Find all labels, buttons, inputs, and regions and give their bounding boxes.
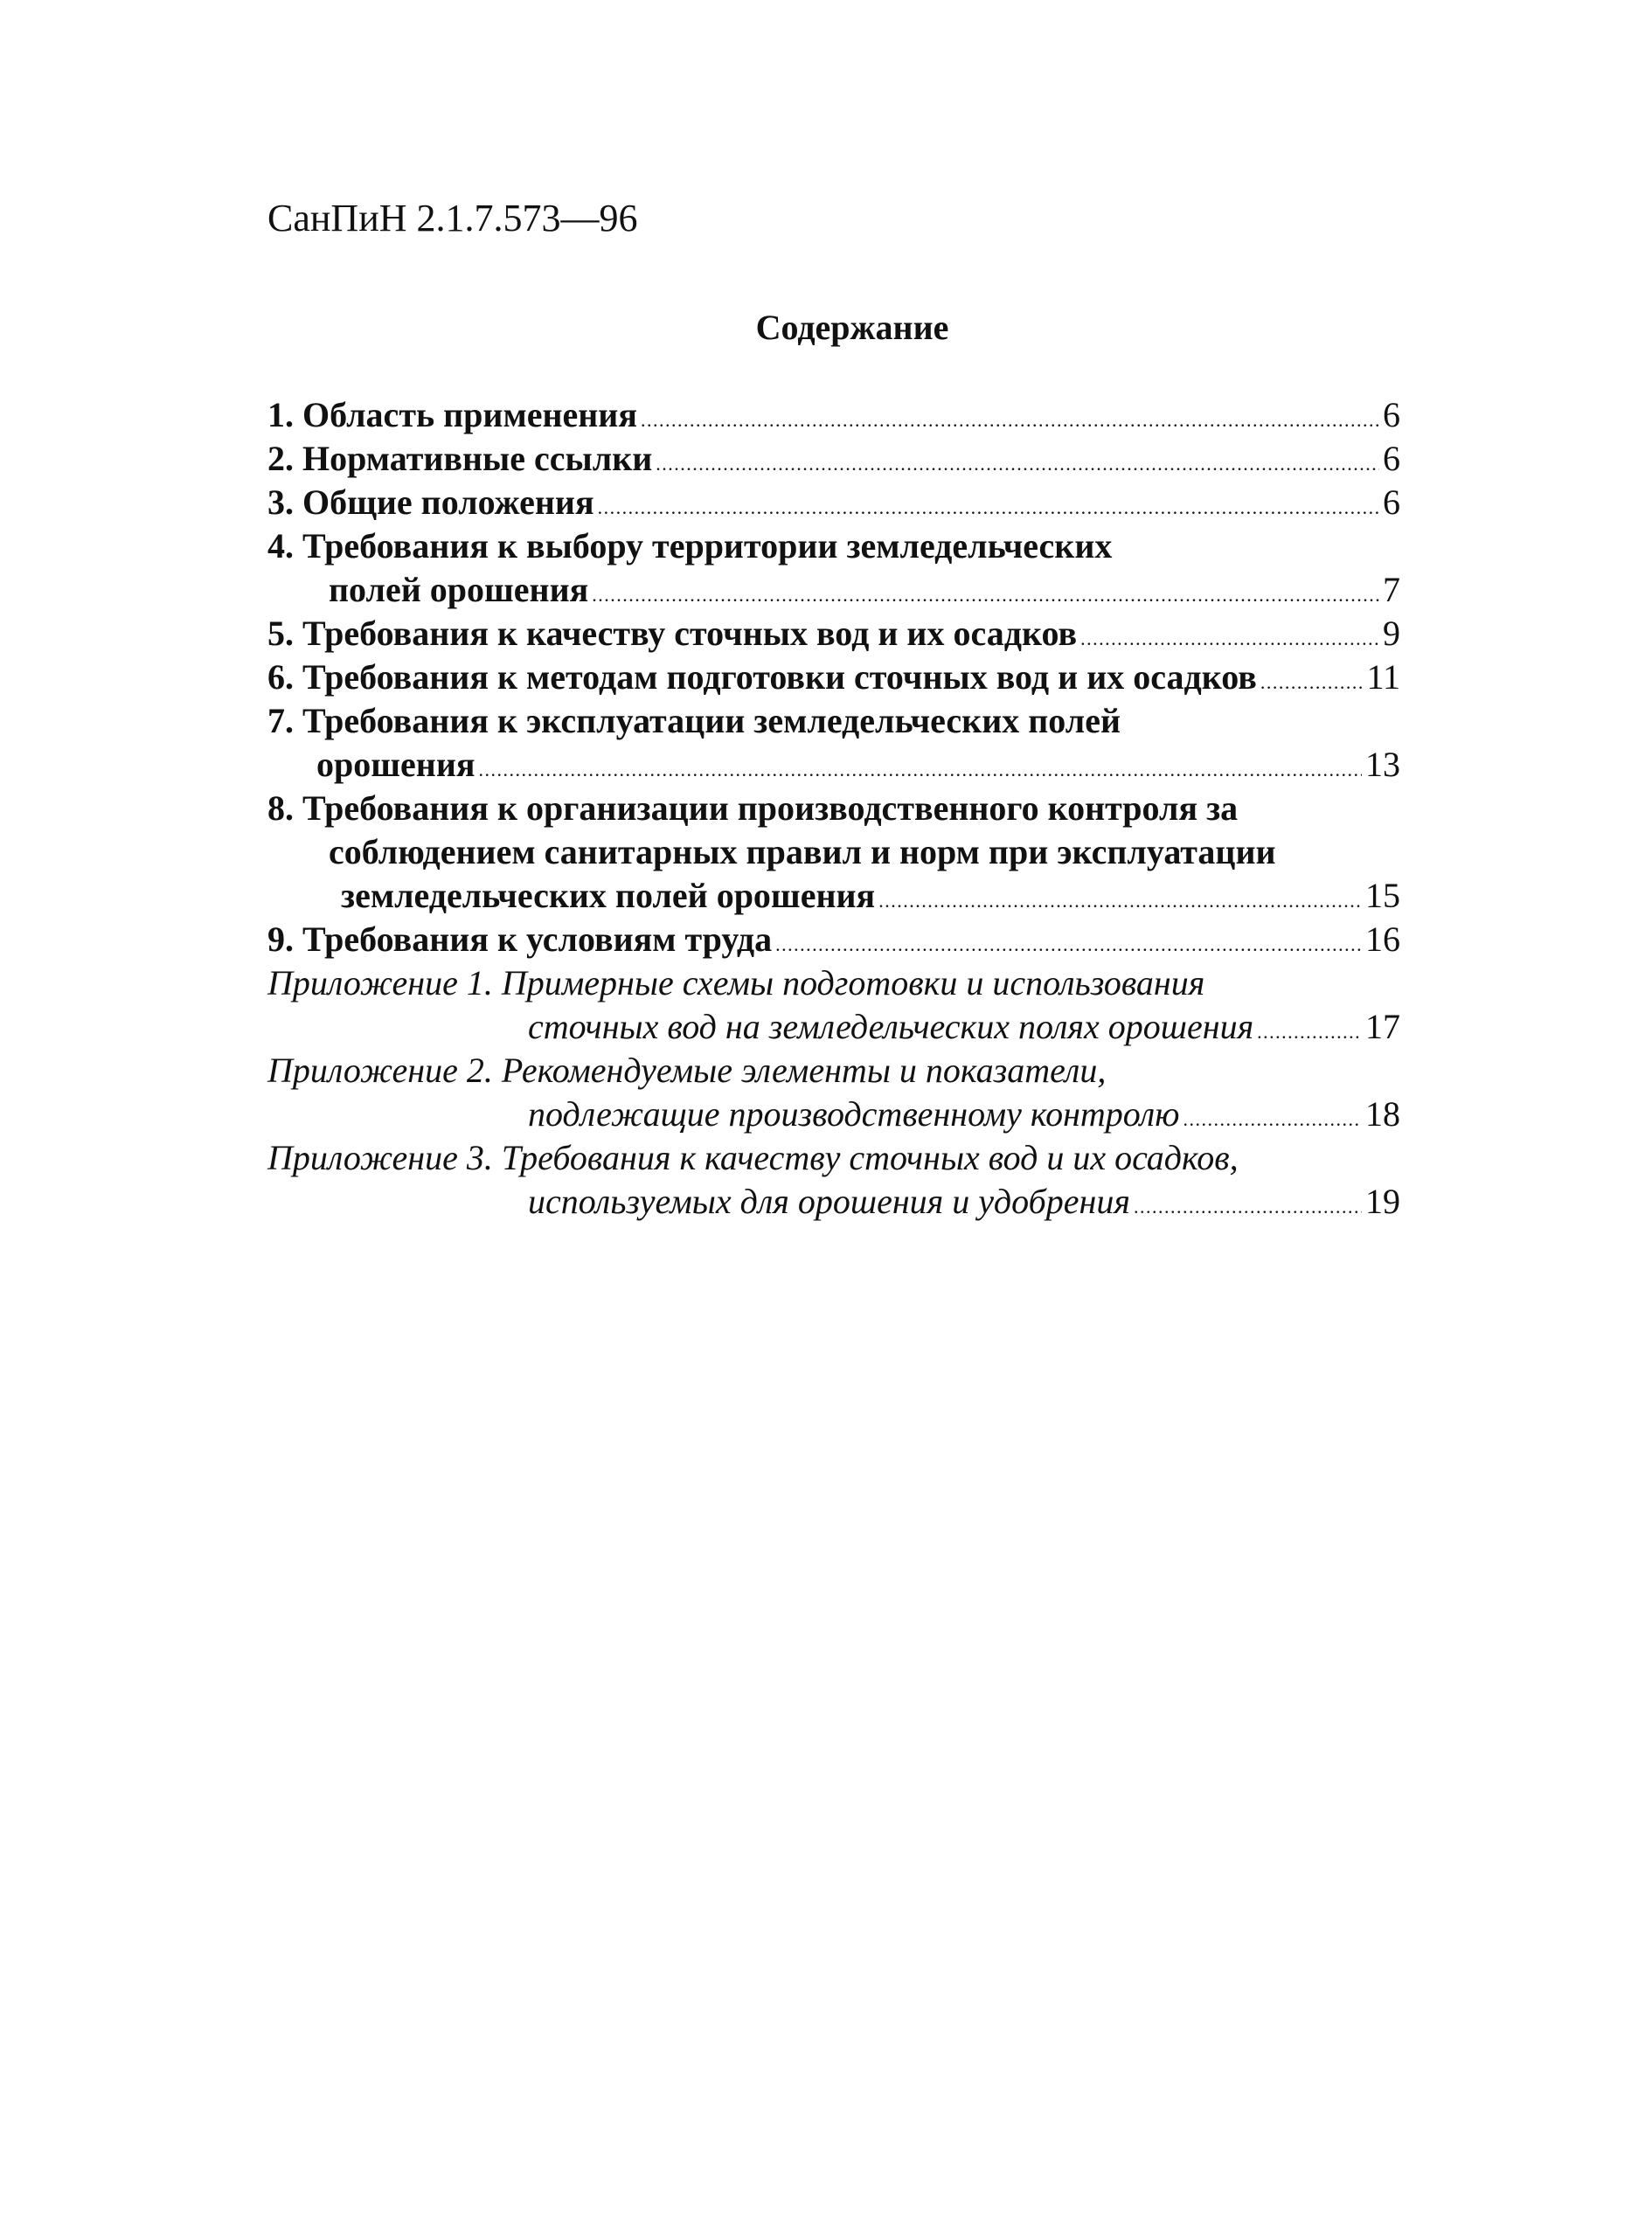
toc-entry-text: Приложение 1. Примерные схемы подготовки и использования (267, 963, 1205, 1002)
toc-entry-8[interactable] (267, 787, 1400, 918)
toc-entry-text-continued: полей орошения (329, 570, 589, 609)
toc-page-number: 6 (1383, 395, 1400, 434)
toc-page-number: 6 (1383, 439, 1400, 478)
leader-dots (592, 568, 1379, 617)
toc-page-number: 9 (1383, 614, 1400, 653)
toc-entry-text-continued: сточных вод на земледельческих полях орошения (528, 1007, 1254, 1046)
toc-page-number: 16 (1365, 919, 1400, 959)
toc-page-number: 13 (1365, 745, 1400, 784)
toc-title: Содержание (755, 308, 949, 347)
leader-dots (775, 918, 1362, 967)
toc-page-number: 7 (1383, 570, 1400, 609)
leader-dots (1257, 1005, 1362, 1054)
document-code: СанПиН 2.1.7.573—96 (267, 197, 638, 239)
leader-dots (479, 743, 1362, 792)
toc-entry-text-continued: орошения (316, 745, 475, 784)
toc-entry-text-continued: соблюдением санитарных правил и норм при эксплуатации (329, 832, 1276, 871)
toc-page-number: 17 (1365, 1007, 1400, 1046)
toc-entry-text: 6. Требования к методам подготовки сточных вод и их осадков (267, 657, 1257, 697)
toc-page-number: 15 (1365, 876, 1400, 915)
toc-entry-2[interactable] (267, 437, 1400, 481)
toc-entry-text: 7. Требования к эксплуатации земледельческих полей (267, 701, 1121, 740)
toc-page-number: 19 (1365, 1182, 1400, 1221)
toc-entry-6[interactable] (267, 656, 1400, 699)
toc-entry-text: 2. Нормативные ссылки (267, 439, 653, 478)
toc-appendix-1[interactable] (267, 961, 1400, 1049)
toc-entry-text: 4. Требования к выбору территории земледельческих (267, 526, 1113, 565)
leader-dots (1134, 1180, 1362, 1229)
toc-page-number: 6 (1383, 482, 1400, 522)
toc-page-number: 11 (1366, 657, 1400, 697)
toc-appendix-2[interactable] (267, 1049, 1400, 1136)
toc-appendix-3[interactable] (267, 1136, 1400, 1224)
leader-dots (1183, 1093, 1362, 1141)
leader-dots (656, 437, 1379, 486)
toc-entry-4[interactable] (267, 524, 1400, 612)
toc-entry-text: Приложение 3. Требования к качеству сточных вод и их осадков, (267, 1138, 1239, 1177)
leader-dots (641, 393, 1379, 442)
toc-entry-text-continued: используемых для орошения и удобрения (528, 1182, 1130, 1221)
toc-entry-text: 1. Область применения (267, 395, 637, 434)
toc-entry-1[interactable] (267, 393, 1400, 437)
leader-dots (878, 874, 1362, 923)
toc-entry-3[interactable] (267, 481, 1400, 524)
toc-entry-text: 3. Общие положения (267, 482, 594, 522)
toc-entry-text: Приложение 2. Рекомендуемые элементы и показатели, (267, 1051, 1107, 1090)
table-of-contents (267, 393, 1400, 1224)
toc-entry-9[interactable] (267, 918, 1400, 961)
toc-entry-text: 8. Требования к организации производственного контроля за (267, 788, 1239, 828)
toc-entry-text-continued: подлежащие производственному контролю (528, 1094, 1180, 1134)
toc-page-number: 18 (1365, 1094, 1400, 1134)
leader-dots (1260, 656, 1364, 704)
toc-entry-7[interactable] (267, 699, 1400, 787)
toc-entry-text: 9. Требования к условиям труда (267, 919, 773, 959)
leader-dots (1080, 612, 1379, 661)
toc-entry-5[interactable] (267, 612, 1400, 656)
toc-entry-text: 5. Требования к качеству сточных вод и их осадков (267, 614, 1078, 653)
leader-dots (598, 481, 1379, 530)
toc-entry-text-continued: земледельческих полей орошения (341, 876, 876, 915)
